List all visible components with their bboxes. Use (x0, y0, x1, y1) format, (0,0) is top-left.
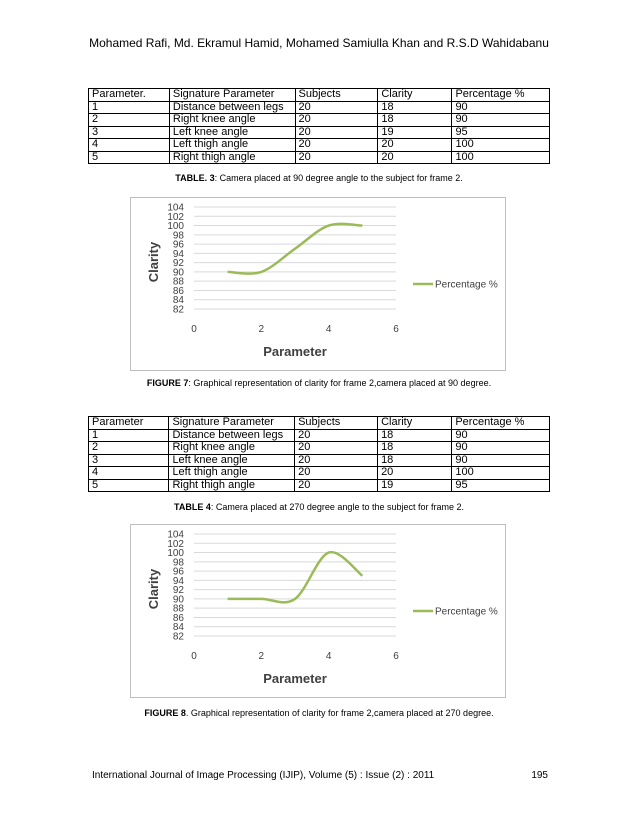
x-tick-label: 2 (258, 651, 265, 662)
chart-svg (131, 198, 505, 370)
table-cell: 20 (295, 151, 378, 164)
table-cell: 18 (378, 101, 452, 114)
table-cell: Distance between legs (169, 429, 295, 442)
table-cell: 18 (378, 454, 452, 467)
table-header-cell: Subjects (295, 89, 378, 102)
table-cell: Left knee angle (169, 126, 295, 139)
y-tick-label: 102 (167, 211, 184, 223)
y-tick-label: 88 (172, 276, 184, 288)
chart-svg (131, 525, 505, 697)
table-cell: 20 (378, 139, 452, 152)
table-cell: 20 (295, 442, 378, 455)
table-header-cell: Parameter. (89, 89, 170, 102)
table-row (89, 442, 550, 455)
table-cell: 95 (452, 126, 550, 139)
page-header: Mohamed Rafi, Md. Ekramul Hamid, Mohamed Samiulla Khan and R.S.D Wahidabanu (89, 36, 549, 50)
table-cell: 90 (452, 429, 550, 442)
table-cell: 90 (452, 114, 550, 127)
table-row (89, 479, 550, 492)
y-tick-label: 90 (172, 594, 184, 606)
y-tick-label: 96 (172, 239, 184, 251)
table-cell: 3 (89, 126, 170, 139)
series-line (228, 224, 363, 274)
y-tick-label: 102 (167, 538, 184, 550)
table-cell: 100 (452, 151, 550, 164)
table-header-row (89, 89, 550, 102)
table-cell: Left thigh angle (169, 139, 295, 152)
legend-label: Percentage % (435, 279, 498, 291)
y-tick-label: 94 (172, 575, 184, 587)
y-tick-label: 98 (172, 557, 184, 569)
figure-8-chart (130, 524, 506, 698)
y-tick-label: 86 (172, 285, 184, 297)
table-header-row (89, 417, 550, 430)
table-header-cell: Percentage % (452, 89, 550, 102)
table-cell: 19 (378, 126, 452, 139)
table-cell: 18 (378, 429, 452, 442)
x-tick-label: 0 (191, 324, 197, 335)
table-cell: 5 (89, 479, 169, 492)
series-line (228, 552, 363, 602)
table-cell: 20 (295, 126, 378, 139)
table-cell: 20 (378, 467, 452, 480)
y-tick-label: 104 (167, 202, 184, 214)
caption-label: TABLE 4 (174, 502, 211, 512)
table-cell: 20 (295, 114, 378, 127)
y-axis-label: Clarity (146, 568, 161, 610)
x-tick-label: 2 (258, 324, 265, 335)
table-row (89, 454, 550, 467)
table-cell: Right knee angle (169, 114, 295, 127)
caption-label: FIGURE 7 (146, 378, 189, 388)
table-cell: 4 (89, 139, 170, 152)
x-tick-label: 6 (393, 651, 399, 662)
table-cell: 1 (89, 101, 170, 114)
y-tick-label: 82 (172, 304, 184, 316)
table-cell: 90 (452, 454, 550, 467)
figure-8-caption (0, 708, 638, 718)
table-cell: Distance between legs (169, 101, 295, 114)
table-cell: 20 (295, 101, 378, 114)
table-cell: 100 (452, 139, 550, 152)
figure-7-caption (0, 378, 638, 388)
table-cell: 18 (378, 114, 452, 127)
x-axis-label: Parameter (263, 344, 327, 359)
table-4-caption (0, 502, 638, 512)
table-3 (88, 88, 550, 164)
table-row (89, 101, 550, 114)
y-tick-label: 84 (172, 622, 184, 634)
legend-label: Percentage % (435, 606, 498, 618)
y-tick-label: 96 (172, 566, 184, 578)
table-cell: 2 (89, 114, 170, 127)
caption-label: FIGURE 8 (144, 708, 186, 718)
x-tick-label: 4 (325, 324, 332, 335)
table-cell: 1 (89, 429, 169, 442)
y-tick-label: 104 (167, 529, 184, 541)
caption-text: : Graphical representation of clarity for frame 2,camera placed at 90 degree. (188, 378, 492, 388)
table-row (89, 126, 550, 139)
table-cell: Right knee angle (169, 442, 295, 455)
y-tick-label: 100 (167, 548, 184, 560)
table-4 (88, 416, 550, 492)
y-tick-label: 100 (167, 221, 184, 233)
caption-text: : Camera placed at 270 degree angle to the subject for frame 2. (210, 502, 464, 512)
table-header-cell: Signature Parameter (169, 417, 295, 430)
table-header-cell: Parameter (89, 417, 169, 430)
table-cell: Right thigh angle (169, 479, 295, 492)
table-row (89, 139, 550, 152)
x-axis-label: Parameter (263, 671, 327, 686)
table-row (89, 151, 550, 164)
figure-7-chart (130, 197, 506, 371)
table-header-cell: Clarity (378, 417, 452, 430)
table-3-caption (0, 173, 638, 183)
table-cell: 19 (378, 479, 452, 492)
y-tick-label: 86 (172, 612, 184, 624)
table-cell: 18 (378, 442, 452, 455)
table-cell: 95 (452, 479, 550, 492)
table-cell: 20 (295, 454, 378, 467)
table-cell: 4 (89, 467, 169, 480)
table-cell: 20 (378, 151, 452, 164)
x-tick-label: 6 (393, 324, 399, 335)
table-row (89, 467, 550, 480)
page-footer (92, 770, 548, 781)
table-header-cell: Percentage % (452, 417, 550, 430)
journal-reference: International Journal of Image Processing (IJIP), Volume (5) : Issue (2) : 2011 (92, 770, 435, 781)
table-header-cell: Signature Parameter (169, 89, 295, 102)
y-tick-label: 82 (172, 631, 184, 643)
caption-text: . Graphical representation of clarity for frame 2,camera placed at 270 degree. (185, 708, 494, 718)
y-tick-label: 92 (172, 258, 184, 270)
table-cell: 90 (452, 101, 550, 114)
table-cell: 3 (89, 454, 169, 467)
y-tick-label: 98 (172, 230, 184, 242)
table-row (89, 429, 550, 442)
y-tick-label: 92 (172, 585, 184, 597)
table-cell: 90 (452, 442, 550, 455)
table-row (89, 114, 550, 127)
table-cell: Left thigh angle (169, 467, 295, 480)
caption-label: TABLE. 3 (175, 173, 215, 183)
x-tick-label: 4 (325, 651, 332, 662)
page-number: 195 (531, 770, 548, 781)
table-cell: 20 (295, 139, 378, 152)
table-cell: 20 (295, 429, 378, 442)
table-cell: 5 (89, 151, 170, 164)
table-cell: 20 (295, 467, 378, 480)
table-cell: Right thigh angle (169, 151, 295, 164)
y-tick-label: 84 (172, 295, 184, 307)
y-tick-label: 88 (172, 603, 184, 615)
table-header-cell: Clarity (378, 89, 452, 102)
table-cell: 20 (295, 479, 378, 492)
table-header-cell: Subjects (295, 417, 378, 430)
table-cell: 2 (89, 442, 169, 455)
caption-text: : Camera placed at 90 degree angle to the subject for frame 2. (214, 173, 463, 183)
y-tick-label: 94 (172, 248, 184, 260)
table-cell: 100 (452, 467, 550, 480)
y-axis-label: Clarity (146, 241, 161, 283)
table-cell: Left knee angle (169, 454, 295, 467)
x-tick-label: 0 (191, 651, 197, 662)
y-tick-label: 90 (172, 267, 184, 279)
